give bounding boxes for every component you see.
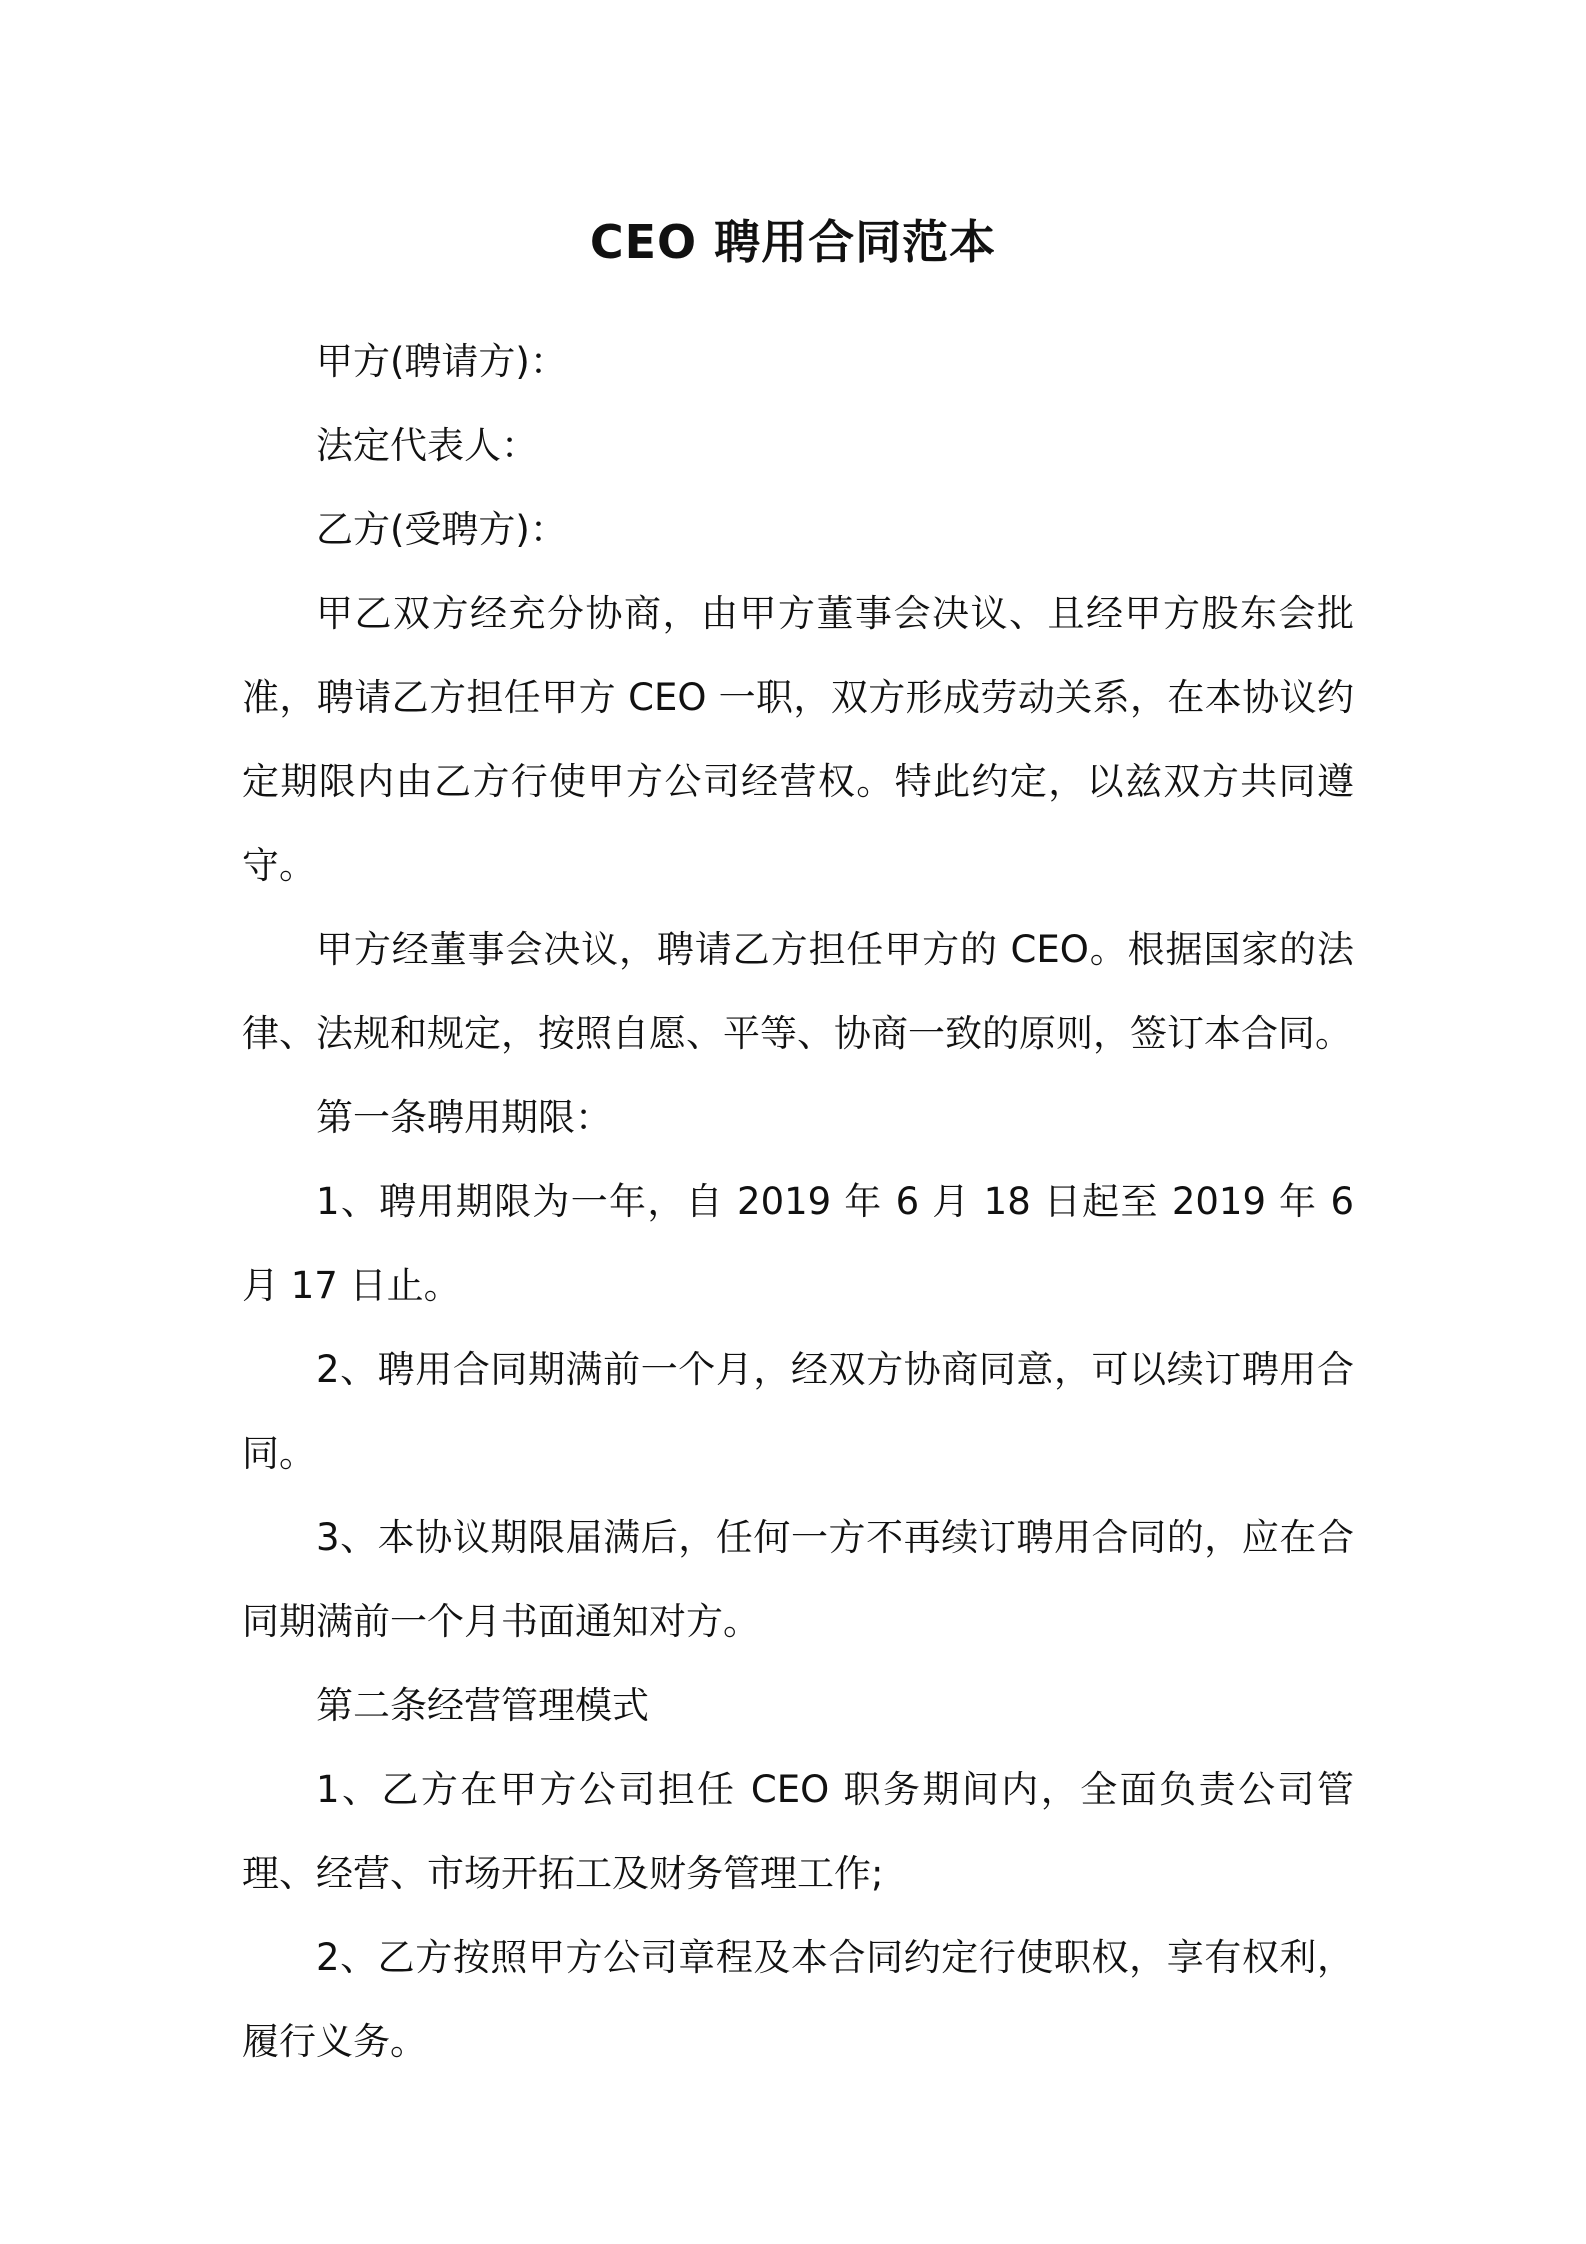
intro-paragraph: 甲乙双方经充分协商，由甲方董事会决议、且经甲方股东会批准，聘请乙方担任甲方 CEO 一职，双方形成劳动关系，在本协议约定期限内由乙方行使甲方公司经营权。特此约定，以兹双方共同遵守。 <box>242 592 1354 887</box>
article-1-clause-2: 2、聘用合同期满前一个月，经双方协商同意，可以续订聘用合同。 <box>242 1348 1354 1475</box>
party-b-line: 乙方(受聘方)： <box>316 508 567 551</box>
article-2-clause-1: 1、乙方在甲方公司担任 CEO 职务期间内，全面负责公司管理、经营、市场开拓工及财务管理工作; <box>242 1768 1354 1895</box>
article-1-clause-1: 1、聘用期限为一年，自 2019 年 6 月 18 日起至 2019 年 6 月 17 日止。 <box>242 1180 1354 1307</box>
party-a-line: 甲方(聘请方)： <box>316 340 567 383</box>
document-title: CEO 聘用合同范本 <box>589 215 997 269</box>
article-1-clause-3: 3、本协议期限届满后，任何一方不再续订聘用合同的，应在合同期满前一个月书面通知对方。 <box>242 1516 1354 1643</box>
resolution-paragraph: 甲方经董事会决议，聘请乙方担任甲方的 CEO。根据国家的法律、法规和规定，按照自愿、平等、协商一致的原则，签订本合同。 <box>242 928 1354 1055</box>
article-2-clause-2: 2、乙方按照甲方公司章程及本合同约定行使职权，享有权利，履行义务。 <box>242 1936 1354 2063</box>
article-2-heading: 第二条经营管理模式 <box>316 1684 649 1727</box>
document-body <box>242 320 1354 2084</box>
legal-representative-line: 法定代表人： <box>316 424 538 467</box>
article-1-heading: 第一条聘用期限： <box>316 1096 612 1139</box>
